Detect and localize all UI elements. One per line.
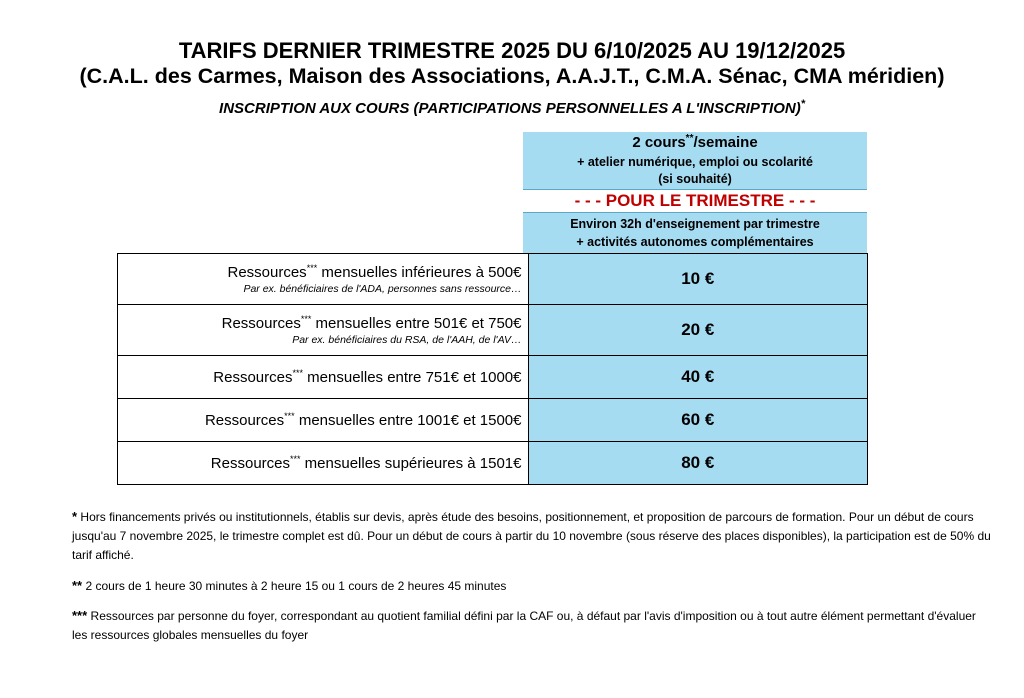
resource-bracket-label <box>205 412 522 429</box>
offer-cours-mark: ** <box>685 133 694 144</box>
resource-bracket-cell <box>118 442 529 485</box>
label-suffix: mensuelles entre 501€ et 750€ <box>311 315 522 332</box>
label-prefix: Ressources <box>213 368 293 386</box>
footnote-resources <box>72 606 992 645</box>
resource-bracket-cell <box>118 254 529 305</box>
footnote-mark: *** <box>72 608 88 623</box>
label-prefix: Ressources <box>210 454 290 472</box>
label-suffix: mensuelles entre 1001€ et 1500€ <box>294 411 522 429</box>
table-row <box>118 399 868 442</box>
resource-bracket-cell <box>118 356 529 399</box>
table-row <box>118 442 868 485</box>
label-mark: *** <box>284 410 295 421</box>
resource-bracket-cell <box>118 305 529 356</box>
page-title: TARIFS DERNIER TRIMESTRE 2025 DU 6/10/2025 AU 19/12/2025 <box>178 38 846 63</box>
page-subtitle-inscription <box>0 98 1024 117</box>
label-prefix: Ressources <box>221 315 301 332</box>
resource-bracket-label <box>213 369 521 386</box>
inscription-text: INSCRIPTION AUX COURS (PARTICIPATIONS PERSONNELLES A L'INSCRIPTION) <box>219 100 801 117</box>
resource-bracket-label <box>227 264 521 281</box>
table-row <box>118 254 868 305</box>
label-prefix: Ressources <box>227 264 307 281</box>
resource-bracket-label <box>222 315 522 332</box>
price-cell: 20 € <box>528 305 868 356</box>
offer-cours-label: 2 cours <box>632 134 686 151</box>
label-prefix: Ressources <box>204 411 285 429</box>
footnote-text: Hors financements privés ou institutionnels, établis sur devis, après étude des besoins, positionnement, et proposition de parcours de formation. Pour un début de cours jusqu'au 7 novembre 2025, le trimestre complet est dû. Pour un début de cours à partir du 10 novembre (sous réserve des places disponibles), la participation est de 50% du tarif affiché. <box>72 510 991 562</box>
resource-bracket-note: Par ex. bénéficiaires du RSA, de l'AAH, de l'AV… <box>292 334 522 346</box>
offer-trimestre-banner: - - - POUR LE TRIMESTRE - - - <box>523 189 867 213</box>
label-mark: *** <box>290 453 301 464</box>
label-suffix: mensuelles entre 751€ et 1000€ <box>303 368 522 386</box>
label-mark: *** <box>300 314 312 324</box>
footnote-course-duration <box>72 576 992 596</box>
offer-cours-suffix: /semaine <box>693 134 758 151</box>
price-cell: 80 € <box>528 442 868 485</box>
resource-bracket-note: Par ex. bénéficiaires de l'ADA, personnes sans ressource… <box>243 283 522 295</box>
offer-atelier-line: + atelier numérique, emploi ou scolarité <box>577 155 813 169</box>
resource-bracket-label <box>211 455 522 472</box>
footnote-mark: * <box>72 509 78 524</box>
label-mark: *** <box>306 263 318 273</box>
table-row <box>118 356 868 399</box>
resource-bracket-cell <box>118 399 529 442</box>
label-mark: *** <box>292 367 303 378</box>
footnote-mark: ** <box>72 578 83 593</box>
offer-optional-line: (si souhaité) <box>658 172 732 186</box>
price-cell: 40 € <box>528 356 868 399</box>
inscription-footnote-mark: * <box>800 98 805 110</box>
footnote-text: Ressources par personne du foyer, correspondant au quotient familial défini par la CAF ou, à défaut par l'avis d'imposition ou à tout autre élément permettant d'évaluer les ressources globales mensuelles du foyer <box>72 609 976 642</box>
label-suffix: mensuelles supérieures à 1501€ <box>300 454 522 472</box>
offer-hours-line: Environ 32h d'enseignement par trimestre <box>570 217 820 231</box>
page-subtitle-locations: (C.A.L. des Carmes, Maison des Associations, A.A.J.T., C.M.A. Sénac, CMA méridien) <box>79 64 945 88</box>
offer-cours-per-week <box>523 133 867 151</box>
table-row <box>118 305 868 356</box>
price-cell: 10 € <box>528 254 868 305</box>
offer-activities-line: + activités autonomes complémentaires <box>576 235 814 249</box>
footnote-text: 2 cours de 1 heure 30 minutes à 2 heure 15 ou 1 cours de 2 heures 45 minutes <box>85 579 507 593</box>
tariff-table <box>117 253 868 485</box>
label-suffix: mensuelles inférieures à 500€ <box>317 264 522 281</box>
price-cell: 60 € <box>528 399 868 442</box>
footnote-financing <box>72 507 992 565</box>
